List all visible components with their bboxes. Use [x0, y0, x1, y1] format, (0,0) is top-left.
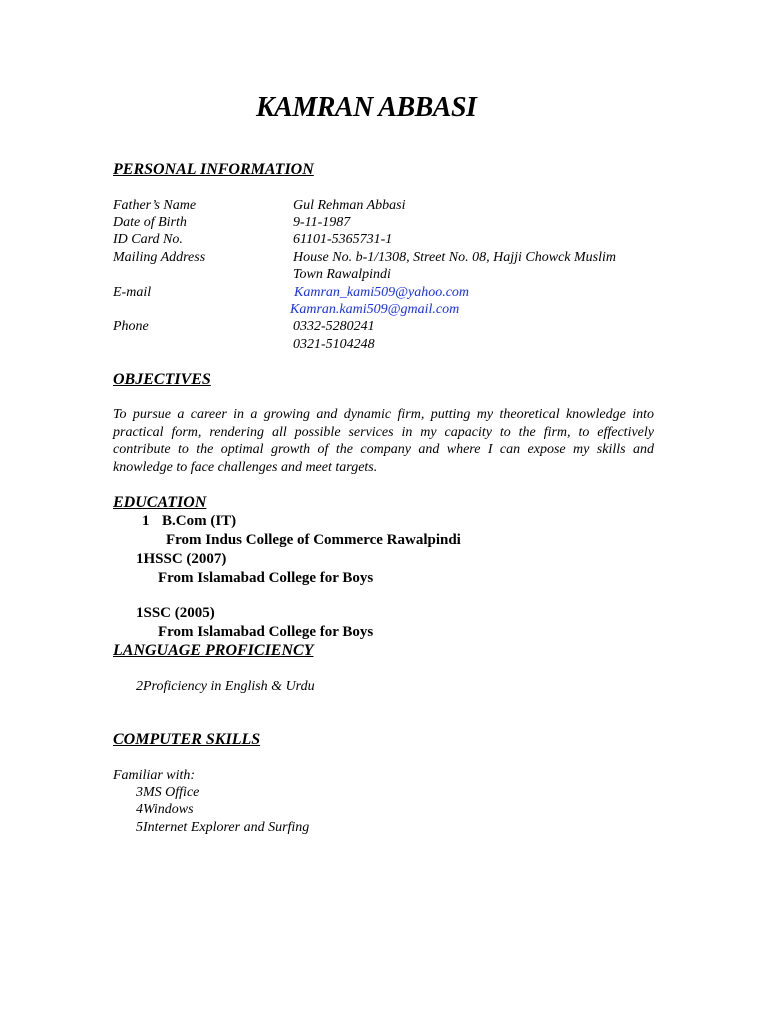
computer-skill-item: 5Internet Explorer and Surfing — [136, 820, 310, 835]
education-heading: EDUCATION — [113, 494, 207, 511]
education-degree-ssc: 1SSC (2005) — [136, 605, 215, 621]
dob-label: Date of Birth — [113, 215, 187, 230]
phone-label: Phone — [113, 319, 149, 334]
personal-info-heading: PERSONAL INFORMATION — [113, 161, 314, 178]
objectives-heading: OBJECTIVES — [113, 371, 211, 388]
computer-skill-item: 3MS Office — [136, 785, 200, 800]
address-label: Mailing Address — [113, 250, 206, 265]
objectives-text: To pursue a career in a growing and dynamic firm, putting my theoretical knowledge into practical form, rendering all possible services in my capacity to the firm, to effectively contribute to the optimal growth of the company and where I can expose my skills and knowledge to face challenges and meet targets. — [113, 407, 654, 475]
fathers-name-value: Gul Rehman Abbasi — [293, 198, 406, 213]
id-card-label: ID Card No. — [113, 232, 183, 247]
fathers-name-label: Father’s Name — [113, 198, 197, 213]
dob-value: 9-11-1987 — [293, 215, 351, 230]
email-gmail-link[interactable]: Kamran.kami509@gmail.com — [290, 302, 460, 317]
email-yahoo-link[interactable]: Kamran_kami509@yahoo.com — [294, 285, 470, 300]
language-heading: LANGUAGE PROFICIENCY — [113, 642, 314, 659]
computer-skill-item: 4Windows — [136, 802, 194, 817]
language-item: 2Proficiency in English & Urdu — [136, 679, 315, 694]
address-line-1: House No. b-1/1308, Street No. 08, Hajji Chowck Muslim — [293, 250, 617, 265]
email-label: E-mail — [113, 285, 152, 300]
education-item-number: 1 — [142, 513, 150, 529]
computer-skills-intro: Familiar with: — [113, 768, 196, 783]
education-degree-bcom: B.Com (IT) — [162, 513, 237, 529]
education-institute-ssc: From Islamabad College for Boys — [158, 624, 374, 640]
computer-skills-heading: COMPUTER SKILLS — [113, 731, 261, 748]
candidate-name: KAMRAN ABBASI — [256, 92, 477, 123]
address-line-2: Town Rawalpindi — [293, 267, 391, 282]
education-institute-hssc: From Islamabad College for Boys — [158, 570, 374, 586]
education-degree-hssc: 1HSSC (2007) — [136, 551, 227, 567]
phone-2: 0321-5104248 — [293, 337, 375, 352]
education-institute-indus: From Indus College of Commerce Rawalpindi — [166, 532, 461, 548]
id-card-value: 61101-5365731-1 — [293, 232, 393, 247]
phone-1: 0332-5280241 — [293, 319, 375, 334]
